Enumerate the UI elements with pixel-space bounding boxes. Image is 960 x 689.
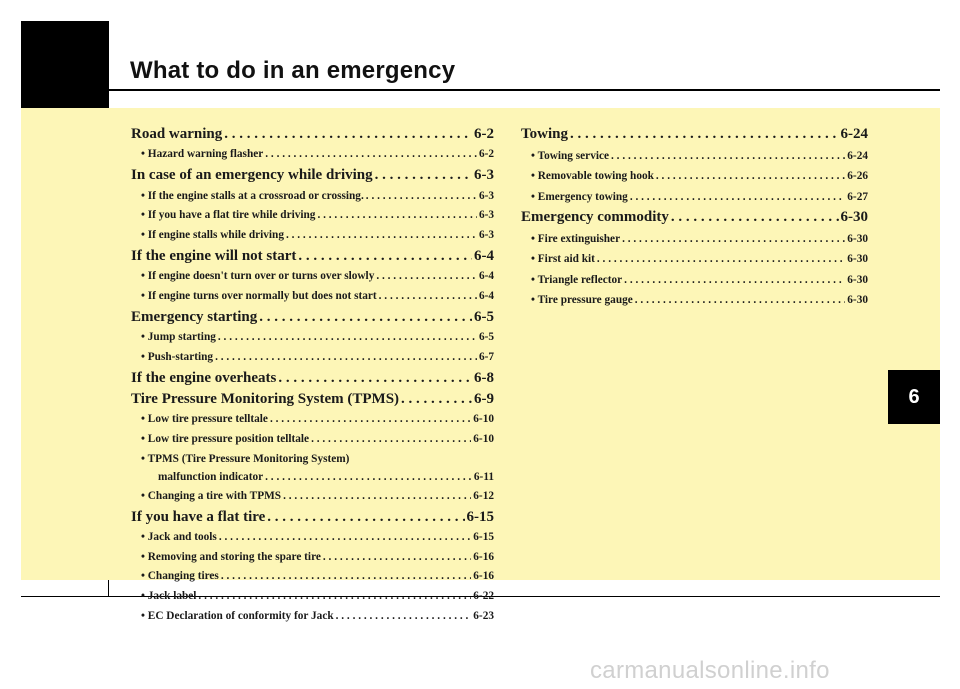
toc-heading-entry[interactable] bbox=[521, 207, 868, 229]
leader-dots bbox=[286, 226, 477, 246]
toc-entry-label: • Removing and storing the spare tire bbox=[141, 550, 321, 563]
leader-dots bbox=[671, 207, 839, 229]
toc-page-number: 6-24 bbox=[847, 149, 868, 162]
toc-entry-label: • Jump starting bbox=[141, 331, 216, 344]
toc-page-number: 6-30 bbox=[847, 232, 868, 245]
toc-entry-label: If the engine will not start bbox=[131, 247, 297, 264]
leader-dots bbox=[622, 229, 845, 250]
toc-entry-label: • EC Declaration of conformity for Jack bbox=[141, 609, 334, 622]
toc-entry-label: • Fire extinguisher bbox=[531, 232, 621, 245]
toc-entry-label: • Low tire pressure position telltale bbox=[141, 433, 310, 446]
leader-dots bbox=[317, 206, 476, 226]
toc-subentry-label: • TPMS (Tire Pressure Monitoring System) bbox=[141, 452, 350, 465]
leader-dots bbox=[611, 146, 845, 167]
leader-dots bbox=[219, 528, 471, 548]
toc-subentry[interactable] bbox=[131, 607, 494, 627]
leader-dots bbox=[379, 287, 477, 307]
leader-dots bbox=[265, 146, 477, 166]
leader-dots bbox=[376, 267, 477, 287]
leader-dots bbox=[336, 607, 472, 627]
toc-page-number: 6-5 bbox=[478, 331, 494, 344]
leader-dots bbox=[265, 468, 472, 487]
toc-entry-label: • If engine turns over normally but does not start bbox=[141, 289, 377, 302]
toc-page-number: 6-30 bbox=[847, 253, 868, 265]
toc-page-number: 6-16 bbox=[473, 570, 494, 583]
toc-entry-label: • Jack label bbox=[141, 590, 197, 603]
toc-subentry[interactable] bbox=[131, 450, 494, 487]
toc-page-number: 6-24 bbox=[840, 126, 868, 142]
toc-page-number: 6-3 bbox=[478, 209, 494, 222]
leader-dots bbox=[218, 328, 477, 348]
toc-subentry[interactable] bbox=[521, 290, 868, 311]
toc-subentry[interactable] bbox=[131, 206, 494, 226]
toc-page-number: 6-3 bbox=[474, 167, 494, 184]
toc-subentry[interactable] bbox=[131, 430, 494, 450]
toc-subentry[interactable] bbox=[131, 487, 494, 507]
toc-heading-entry[interactable] bbox=[131, 507, 494, 529]
toc-entry-label: Emergency commodity bbox=[521, 209, 669, 225]
toc-entry-label: • Low tire pressure telltale bbox=[141, 413, 268, 426]
leader-dots bbox=[624, 270, 845, 291]
toc-subentry[interactable] bbox=[521, 146, 868, 167]
toc-entry-label: • Tire pressure gauge bbox=[531, 294, 633, 306]
toc-subentry[interactable] bbox=[131, 187, 494, 207]
toc-entry-label: • If you have a flat tire while driving bbox=[141, 209, 316, 222]
toc-page-number: 6-16 bbox=[473, 550, 494, 563]
toc-page-number: 6-15 bbox=[466, 508, 494, 525]
toc-subentry[interactable] bbox=[521, 270, 868, 291]
toc-entry-label: • Emergency towing bbox=[531, 190, 628, 203]
toc-subentry[interactable] bbox=[131, 348, 494, 368]
leader-dots bbox=[597, 249, 845, 270]
toc-entry-label: • Towing service bbox=[531, 149, 610, 162]
toc-entry-label: Road warning bbox=[131, 126, 223, 142]
toc-subentry[interactable] bbox=[521, 249, 868, 270]
toc-heading-entry[interactable] bbox=[131, 165, 494, 187]
toc-subentry[interactable] bbox=[131, 528, 494, 548]
toc-page-number: 6-10 bbox=[473, 413, 494, 426]
toc-page-number: 6-3 bbox=[478, 189, 494, 202]
toc-entry-label: Towing bbox=[521, 126, 568, 142]
chapter-tab[interactable]: 6 bbox=[888, 370, 940, 424]
toc-page-number: 6-15 bbox=[473, 531, 494, 544]
toc-entry-label: • If the engine stalls at a crossroad or crossing. bbox=[141, 189, 364, 202]
toc-subentry[interactable] bbox=[521, 229, 868, 250]
toc-subentry[interactable] bbox=[131, 328, 494, 348]
toc-entry-label: • Changing a tire with TPMS bbox=[141, 489, 282, 502]
toc-subentry-label-cont: malfunction indicator bbox=[158, 470, 264, 483]
toc-entry-label: If you have a flat tire bbox=[131, 508, 266, 525]
toc-entry-label: • If engine doesn't turn over or turns over slowly bbox=[141, 270, 375, 283]
toc-page-number: 6-3 bbox=[478, 229, 494, 242]
toc-subentry[interactable] bbox=[131, 146, 494, 166]
corner-black-block bbox=[21, 21, 109, 109]
toc-page-number: 6-5 bbox=[474, 308, 494, 325]
toc-subentry[interactable] bbox=[521, 187, 868, 208]
toc-subentry[interactable] bbox=[131, 287, 494, 307]
toc-page-number: 6-30 bbox=[840, 209, 868, 225]
toc-entry-label: • Triangle reflector bbox=[531, 273, 623, 286]
toc-heading-entry[interactable] bbox=[131, 368, 494, 390]
toc-entry-label: If the engine overheats bbox=[131, 369, 277, 386]
toc-subentry[interactable] bbox=[521, 166, 868, 187]
leader-dots bbox=[270, 411, 471, 431]
toc-heading-entry[interactable] bbox=[521, 124, 868, 146]
toc-page-number: 6-12 bbox=[473, 489, 494, 502]
toc-left-column bbox=[131, 124, 494, 627]
toc-page-number: 6-4 bbox=[478, 270, 494, 283]
toc-entry-label: • If engine stalls while driving bbox=[141, 229, 284, 242]
toc-page-number: 6-30 bbox=[847, 273, 868, 286]
toc-entry-label: Emergency starting bbox=[131, 308, 258, 325]
leader-dots bbox=[221, 567, 471, 587]
toc-page-number: 6-8 bbox=[474, 369, 494, 386]
leader-dots bbox=[278, 368, 472, 390]
leader-dots bbox=[375, 165, 472, 187]
leader-dots bbox=[259, 307, 472, 329]
toc-heading-entry[interactable] bbox=[131, 307, 494, 329]
toc-page-number: 6-4 bbox=[478, 289, 494, 302]
toc-entry-label: • Changing tires bbox=[141, 570, 219, 583]
toc-subentry[interactable] bbox=[131, 411, 494, 431]
title-underline bbox=[109, 89, 940, 91]
toc-heading-entry[interactable] bbox=[131, 124, 494, 146]
leader-dots bbox=[215, 348, 477, 368]
leader-dots bbox=[323, 548, 471, 568]
toc-page-number: 6-2 bbox=[478, 148, 494, 161]
toc-page-number: 6-10 bbox=[473, 433, 494, 446]
toc-page-number: 6-7 bbox=[478, 350, 494, 363]
leader-dots bbox=[198, 587, 471, 607]
toc-heading-entry[interactable] bbox=[131, 246, 494, 268]
leader-dots bbox=[656, 166, 845, 187]
leader-dots bbox=[630, 187, 845, 208]
toc-page-number: 6-2 bbox=[474, 126, 494, 142]
page-title: What to do in an emergency bbox=[130, 57, 456, 84]
toc-entry-label: • First aid kit bbox=[531, 253, 595, 265]
toc-entry-label: • Push-starting bbox=[141, 350, 214, 363]
leader-dots bbox=[401, 389, 472, 411]
leader-dots bbox=[366, 187, 477, 207]
leader-dots bbox=[635, 290, 846, 311]
toc-entry-label: • Hazard warning flasher bbox=[141, 148, 264, 161]
leader-dots bbox=[570, 124, 839, 146]
toc-entry-label: • Jack and tools bbox=[141, 531, 217, 544]
toc-subentry[interactable] bbox=[131, 548, 494, 568]
watermark-text: carmanualsonline.info bbox=[590, 657, 830, 684]
toc-right-column bbox=[521, 124, 868, 311]
leader-dots bbox=[267, 507, 464, 529]
toc-page-number: 6-11 bbox=[473, 470, 494, 483]
toc-page-number: 6-30 bbox=[847, 294, 868, 306]
toc-page-number: 6-26 bbox=[847, 170, 868, 182]
toc-entry-label: Tire Pressure Monitoring System (TPMS) bbox=[131, 391, 400, 407]
toc-subentry[interactable] bbox=[131, 567, 494, 587]
leader-dots bbox=[311, 430, 471, 450]
leader-dots bbox=[283, 487, 471, 507]
toc-page-number: 6-4 bbox=[474, 247, 494, 264]
toc-page-number: 6-22 bbox=[473, 590, 494, 603]
toc-entry-label: In case of an emergency while driving bbox=[131, 167, 373, 184]
toc-heading-entry[interactable] bbox=[131, 389, 494, 411]
toc-page-number: 6-23 bbox=[473, 609, 494, 622]
toc-entry-label: • Removable towing hook bbox=[531, 170, 654, 182]
leader-dots bbox=[224, 124, 472, 146]
toc-subentry[interactable] bbox=[131, 267, 494, 287]
toc-subentry[interactable] bbox=[131, 226, 494, 246]
toc-page-number: 6-9 bbox=[474, 391, 494, 407]
toc-page-number: 6-27 bbox=[847, 190, 868, 203]
toc-subentry[interactable] bbox=[131, 587, 494, 607]
leader-dots bbox=[298, 246, 472, 268]
